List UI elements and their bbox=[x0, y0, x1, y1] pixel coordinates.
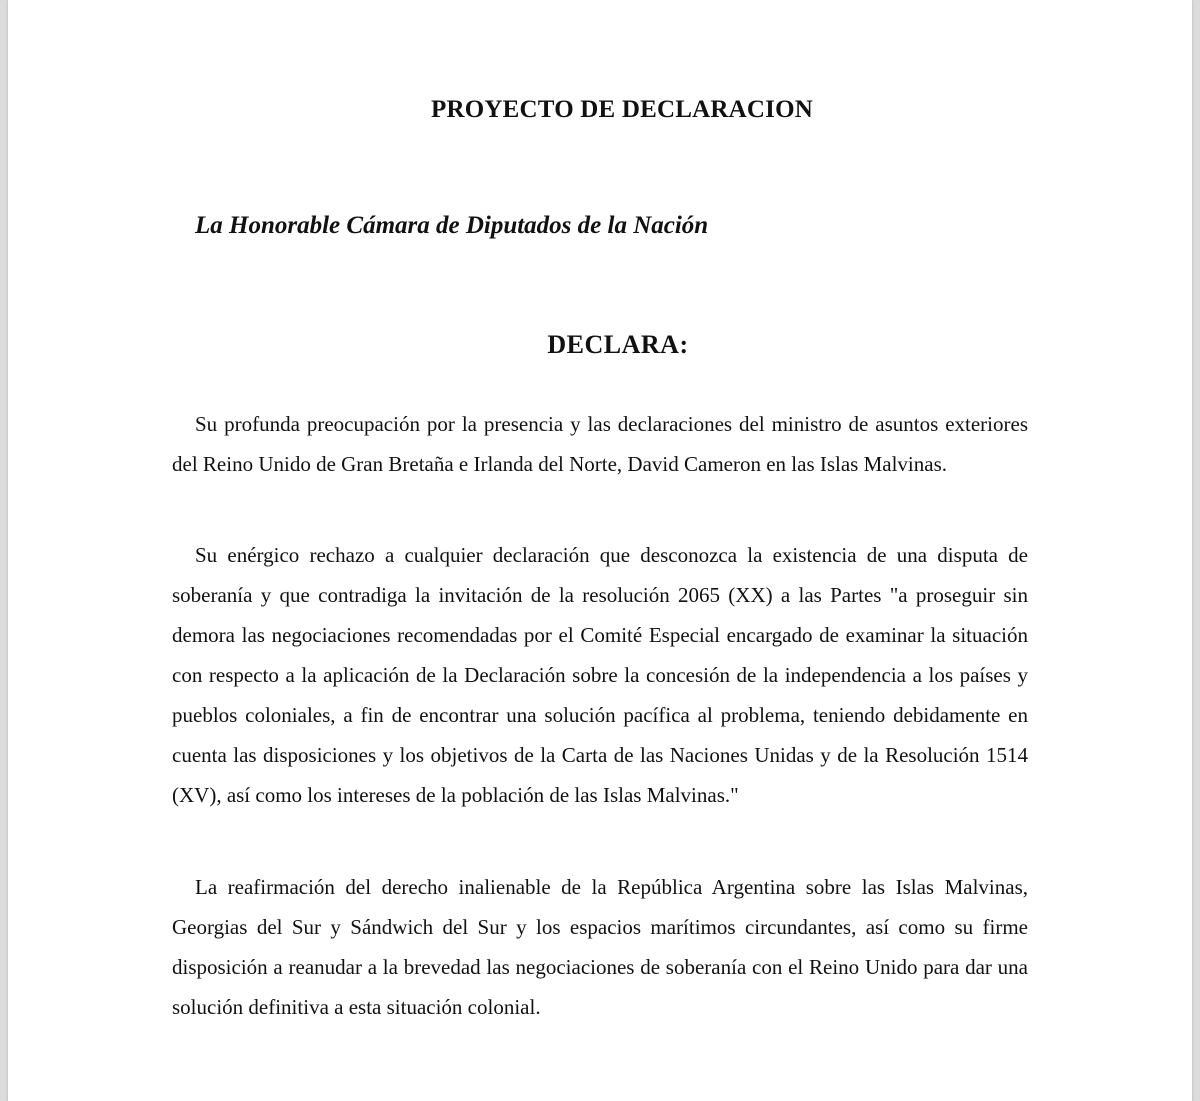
declares-heading: DECLARA: bbox=[547, 330, 689, 359]
document-title: PROYECTO DE DECLARACION bbox=[431, 96, 813, 123]
chamber-name: La Honorable Cámara de Diputados de la Nación bbox=[195, 212, 709, 239]
paragraph-rejection: Su enérgico rechazo a cualquier declaración que desconozca la existencia de una disputa de soberanía y que contradiga la invitación de la resolución 2065 (XX) a las Partes "a proseguir sin demora las negociaciones recomendadas por el Comité Especial encargado de examinar la situación con respecto a la aplicación de la Declaración sobre la concesión de la independencia a los países y pueblos coloniales, a fin de encontrar una solución pacífica al problema, teniendo debidamente en cuenta las disposiciones y los objetivos de la Carta de las Naciones Unidas y de la Resolución 1514 (XV), así como los intereses de la población de las Islas Malvinas." bbox=[172, 543, 1028, 807]
document-page bbox=[8, 0, 1192, 1101]
paragraph-concern: Su profunda preocupación por la presencia y las declaraciones del ministro de asuntos exteriores del Reino Unido de Gran Bretaña e Irlanda del Norte, David Cameron en las Islas Malvinas. bbox=[172, 412, 1028, 476]
paragraph-reaffirmation: La reafirmación del derecho inalienable de la República Argentina sobre las Islas Malvinas, Georgias del Sur y Sándwich del Sur y los espacios marítimos circundantes, así como su firme disposición a reanudar a la brevedad las negociaciones de soberanía con el Reino Unido para dar una solución definitiva a esta situación colonial. bbox=[172, 875, 1028, 1019]
